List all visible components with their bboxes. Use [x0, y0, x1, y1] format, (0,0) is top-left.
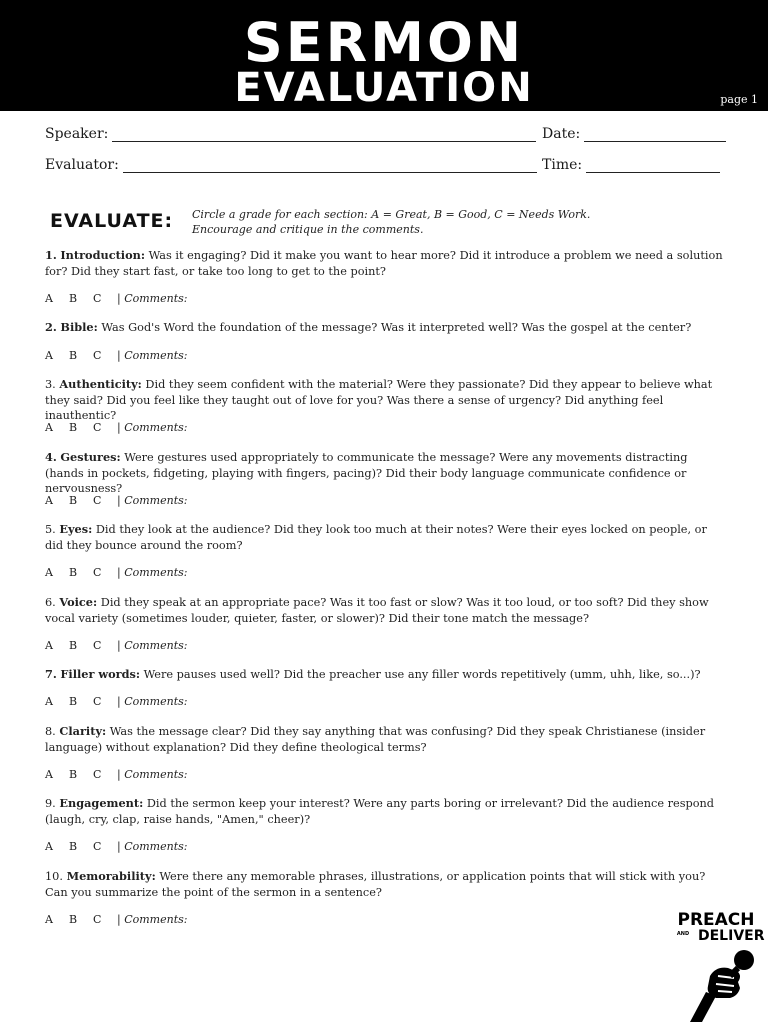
question-item	[45, 724, 725, 755]
grade-row: A B C | Comments:	[45, 768, 188, 781]
instruction-line-2: Encourage and critique in the comments.	[192, 223, 424, 236]
grade-a[interactable]: A	[45, 292, 53, 305]
question-item	[45, 595, 725, 626]
question-item	[45, 377, 725, 424]
speaker-field[interactable]	[45, 126, 536, 142]
comments-label[interactable]: Comments:	[124, 292, 188, 305]
grade-a[interactable]: A	[45, 421, 53, 434]
question-text: Did they speak at an appropriate pace? Was it too fast or slow? Was it too loud, or too soft? Did they show vocal variety (sometimes louder, quieter, faster, or slower)? Did their tone match the message?	[45, 596, 709, 625]
question-title: Introduction:	[60, 248, 146, 262]
question-item	[45, 869, 725, 900]
question-number: 2.	[45, 320, 57, 334]
grade-c[interactable]: C	[93, 840, 102, 853]
comments-label[interactable]: Comments:	[124, 840, 188, 853]
date-field[interactable]	[542, 126, 726, 142]
question-text: Were gestures used appropriately to communicate the message? Were any movements distracting (hands in pockets, fidgeting, playing with fingers, pacing)? Did their body language communicate confidence or nervousness?	[45, 451, 688, 495]
question-title: Authenticity:	[59, 377, 142, 391]
grade-c[interactable]: C	[93, 421, 102, 434]
question-title: Gestures:	[60, 450, 121, 464]
date-line[interactable]	[584, 127, 726, 142]
question-number: 5.	[45, 523, 56, 536]
grade-c[interactable]: C	[93, 566, 102, 579]
evaluate-heading: EVALUATE:	[50, 210, 174, 232]
grade-row: A B C | Comments:	[45, 639, 188, 652]
grade-row: A B C | Comments:	[45, 349, 188, 362]
grade-row: A B C | Comments:	[45, 566, 188, 579]
question-number: 9.	[45, 797, 56, 810]
page-number: page 1	[720, 93, 758, 106]
question-title: Eyes:	[59, 522, 93, 536]
speaker-date-row	[45, 126, 725, 146]
question-text: Did the sermon keep your interest? Were any parts boring or irrelevant? Did the audience respond (laugh, cry, clap, raise hands, "Amen," cheer)?	[45, 797, 715, 826]
question-item	[45, 248, 725, 279]
header-banner	[0, 0, 768, 111]
fist-microphone-icon	[682, 946, 762, 1022]
grade-row: A B C | Comments:	[45, 494, 188, 507]
evaluator-field[interactable]	[45, 157, 537, 173]
question-text: Was God's Word the foundation of the message? Was it interpreted well? Was the gospel at the center?	[101, 321, 692, 334]
question-item	[45, 796, 725, 827]
grade-b[interactable]: B	[69, 840, 78, 853]
question-title: Voice:	[59, 595, 98, 609]
grade-a[interactable]: A	[45, 494, 53, 507]
speaker-label: Speaker:	[45, 126, 109, 142]
evaluator-line[interactable]	[123, 158, 537, 173]
grade-row: A B C | Comments:	[45, 421, 188, 434]
logo-line-1: PREACH	[677, 910, 755, 930]
grade-a[interactable]: A	[45, 840, 53, 853]
grade-b[interactable]: B	[69, 494, 78, 507]
question-number: 3.	[45, 378, 56, 391]
question-title: Memorability:	[66, 869, 156, 883]
grade-b[interactable]: B	[69, 566, 78, 579]
question-title: Clarity:	[59, 724, 107, 738]
comments-label[interactable]: Comments:	[124, 349, 188, 362]
instruction-line-1: Circle a grade for each section: A = Great, B = Good, C = Needs Work.	[192, 208, 591, 221]
grade-b[interactable]: B	[69, 292, 78, 305]
grade-c[interactable]: C	[93, 349, 102, 362]
evaluator-time-row	[45, 157, 725, 177]
comments-label[interactable]: Comments:	[124, 695, 188, 708]
grade-a[interactable]: A	[45, 566, 53, 579]
question-text: Were there any memorable phrases, illustrations, or application points that will stick with you? Can you summarize the point of the sermon in a sentence?	[45, 870, 706, 899]
evaluator-label: Evaluator:	[45, 157, 119, 173]
question-number: 1.	[45, 248, 57, 262]
logo-line-2: DELIVER	[698, 928, 765, 944]
grade-c[interactable]: C	[93, 913, 102, 926]
grade-c[interactable]: C	[93, 768, 102, 781]
question-text: Was the message clear? Did they say anything that was confusing? Did they speak Christianese (insider language) without explanation? Did they define theological terms?	[45, 725, 706, 754]
title-line-2: EVALUATION	[234, 65, 534, 111]
date-label: Date:	[542, 126, 581, 142]
grade-a[interactable]: A	[45, 913, 53, 926]
grade-row: A B C | Comments:	[45, 913, 188, 926]
grade-c[interactable]: C	[93, 695, 102, 708]
grade-b[interactable]: B	[69, 421, 78, 434]
comments-label[interactable]: Comments:	[124, 639, 188, 652]
question-number: 8.	[45, 725, 56, 738]
comments-label[interactable]: Comments:	[124, 421, 188, 434]
grade-c[interactable]: C	[93, 494, 102, 507]
question-item	[45, 320, 725, 336]
grade-row: A B C | Comments:	[45, 840, 188, 853]
preach-and-deliver-logo	[668, 910, 768, 1024]
logo-and: AND	[676, 931, 690, 937]
grade-row: A B C | Comments:	[45, 695, 188, 708]
grade-b[interactable]: B	[69, 695, 78, 708]
grade-a[interactable]: A	[45, 695, 53, 708]
comments-label[interactable]: Comments:	[124, 494, 188, 507]
question-text: Did they look at the audience? Did they look too much at their notes? Were their eyes locked on people, or did they bounce around the room?	[45, 523, 707, 552]
time-field[interactable]	[542, 157, 720, 173]
question-text: Did they seem confident with the material? Were they passionate? Did they appear to believe what they said? Did you feel like they taught out of love for you? Was there a sense of urgency? Did anything feel inauthentic?	[45, 378, 713, 422]
grade-b[interactable]: B	[69, 768, 78, 781]
question-title: Engagement:	[59, 796, 144, 810]
question-item	[45, 667, 725, 683]
grade-c[interactable]: C	[93, 639, 102, 652]
question-item	[45, 450, 725, 497]
speaker-line[interactable]	[112, 127, 536, 142]
grade-a[interactable]: A	[45, 349, 53, 362]
grade-b[interactable]: B	[69, 913, 78, 926]
time-line[interactable]	[586, 158, 720, 173]
comments-label[interactable]: Comments:	[124, 913, 188, 926]
question-text: Were pauses used well? Did the preacher use any filler words repetitively (umm, uhh, like, so...)?	[143, 668, 701, 681]
grade-a[interactable]: A	[45, 768, 53, 781]
comments-label[interactable]: Comments:	[124, 768, 188, 781]
grade-b[interactable]: B	[69, 639, 78, 652]
question-number: 7.	[45, 667, 57, 681]
question-number: 4.	[45, 450, 57, 464]
comments-label[interactable]: Comments:	[124, 566, 188, 579]
title-line-1: SERMON	[243, 11, 525, 74]
question-title: Filler words:	[60, 667, 140, 681]
grade-a[interactable]: A	[45, 639, 53, 652]
question-item	[45, 522, 725, 553]
question-number: 6.	[45, 596, 56, 609]
grade-b[interactable]: B	[69, 349, 78, 362]
grade-c[interactable]: C	[93, 292, 102, 305]
question-title: Bible:	[60, 320, 98, 334]
time-label: Time:	[542, 157, 583, 173]
grade-row: A B C | Comments:	[45, 292, 188, 305]
instructions	[192, 207, 590, 237]
question-text: Was it engaging? Did it make you want to hear more? Did it introduce a problem we need a solution for? Did they start fast, or take too long to get to the point?	[45, 249, 723, 278]
question-number: 10.	[45, 870, 63, 883]
